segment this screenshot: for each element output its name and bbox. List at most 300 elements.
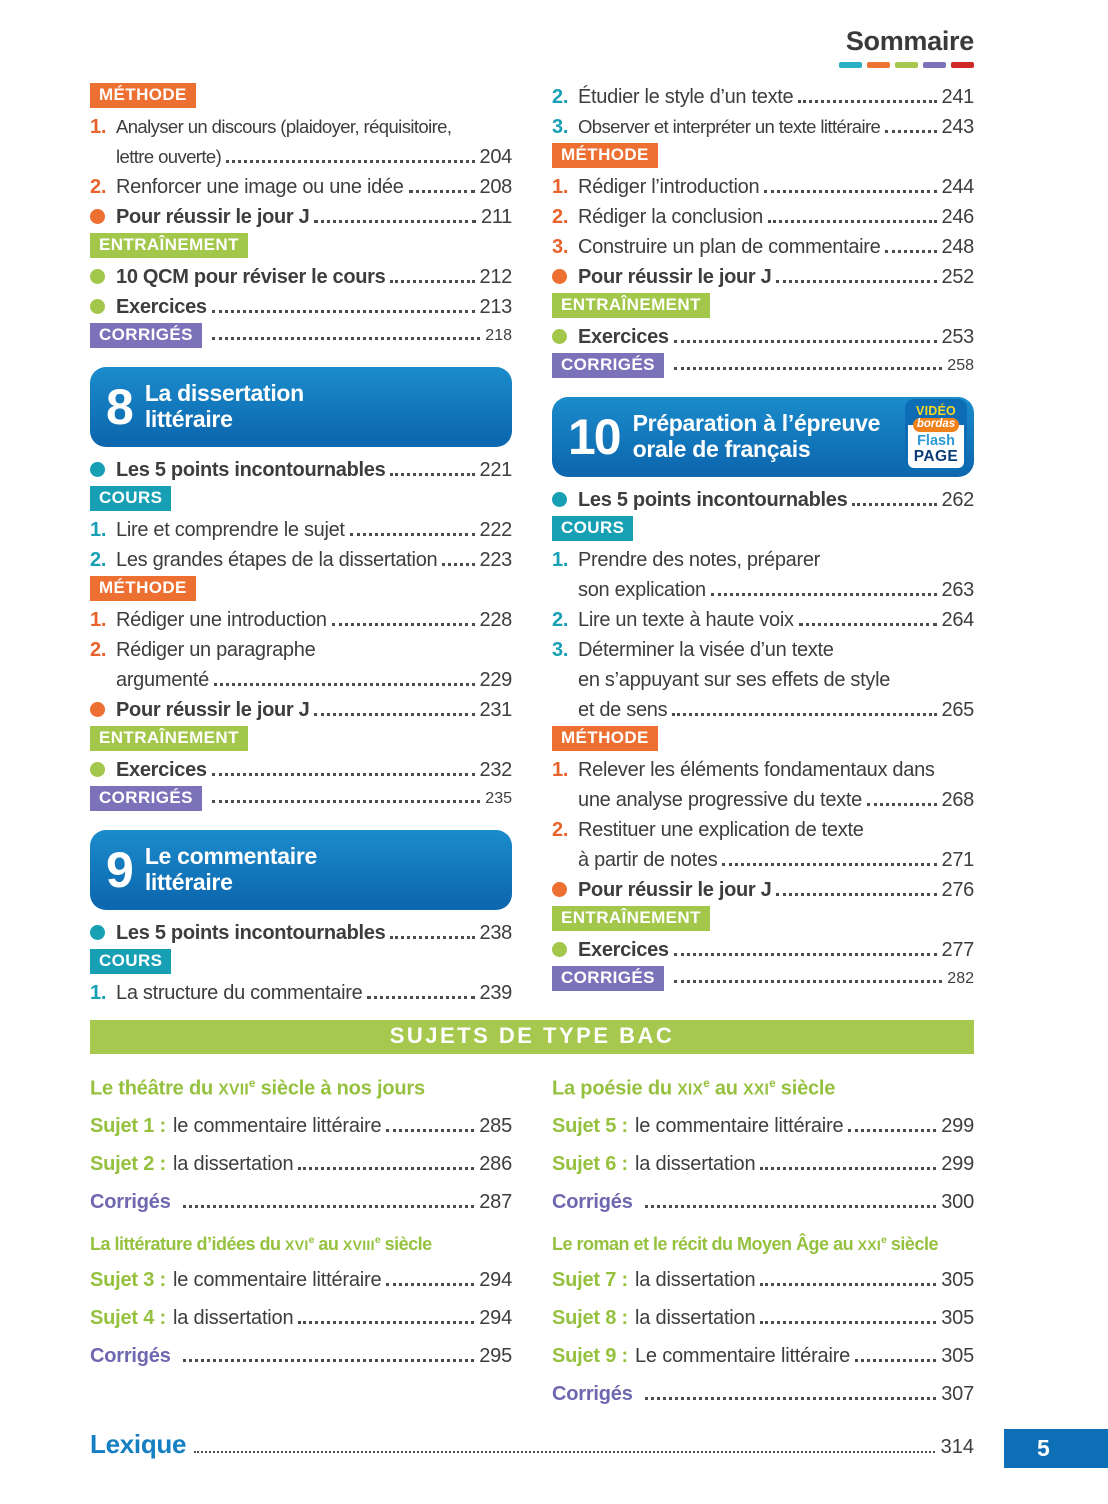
chapter-title-line: Préparation à l’épreuve bbox=[632, 410, 881, 437]
toc-entry bbox=[552, 82, 974, 112]
section-badge-entrainement: ENTRAÎNEMENT bbox=[552, 906, 710, 931]
leader-dots bbox=[386, 1129, 474, 1132]
entry-text: une analyse progressive du texte bbox=[578, 789, 862, 811]
bullet-icon bbox=[90, 762, 105, 777]
toc-entry bbox=[552, 202, 974, 232]
entry-last-line bbox=[578, 605, 974, 635]
leader-dots bbox=[214, 683, 475, 686]
entry-last-line bbox=[116, 978, 512, 1008]
toc-entry bbox=[552, 605, 974, 635]
entry-text-line: Relever les éléments fondamentaux dans bbox=[578, 759, 935, 781]
page-number: 300 bbox=[941, 1190, 974, 1213]
video-badge-page-label: PAGE bbox=[913, 448, 959, 466]
leader-dots bbox=[212, 800, 480, 803]
page-number: 211 bbox=[481, 206, 512, 228]
leader-dots bbox=[798, 100, 936, 103]
toc-entry bbox=[552, 815, 974, 875]
toc-entry bbox=[90, 202, 512, 232]
item-number: 3. bbox=[552, 116, 569, 138]
toc-entry bbox=[552, 485, 974, 515]
underline-segment bbox=[923, 62, 946, 68]
entry-text-line: Prendre des notes, préparer bbox=[578, 549, 821, 571]
entry-last-line bbox=[116, 755, 512, 785]
page-number: 305 bbox=[941, 1306, 974, 1329]
page-number: 299 bbox=[941, 1114, 974, 1137]
leader-dots bbox=[298, 1167, 474, 1170]
section-badge-row bbox=[90, 576, 512, 604]
page-content bbox=[90, 26, 974, 1460]
chapter-title-line: Le commentaire bbox=[144, 843, 318, 870]
entry-text-line: en s’appuyant sur ses effets de style bbox=[578, 669, 891, 691]
page-number: 307 bbox=[941, 1382, 974, 1405]
ordinal-superscript: e bbox=[769, 1077, 776, 1090]
entry-last-line bbox=[116, 292, 512, 322]
page-header bbox=[90, 26, 974, 68]
leader-dots bbox=[212, 337, 480, 340]
section-badge-cours: COURS bbox=[90, 486, 171, 511]
item-number: 2. bbox=[90, 549, 107, 571]
item-number: 2. bbox=[552, 819, 569, 841]
bac-row bbox=[90, 1261, 512, 1299]
ordinal-superscript: e bbox=[881, 1234, 887, 1246]
toc-entry bbox=[90, 112, 512, 172]
heading-text: au bbox=[313, 1233, 343, 1254]
entry-last-line bbox=[578, 262, 974, 292]
entry-text: Les 5 points incontournables bbox=[116, 922, 386, 944]
leader-dots bbox=[867, 803, 937, 806]
leader-dots bbox=[314, 220, 476, 223]
page-number: 228 bbox=[479, 609, 512, 631]
entry-text: Pour réussir le jour J bbox=[578, 879, 772, 901]
page-number: 243 bbox=[941, 116, 974, 138]
chapter-title bbox=[633, 411, 880, 463]
bac-row-text: la dissertation bbox=[173, 1152, 294, 1175]
chapter-card bbox=[90, 367, 512, 447]
entry-text: Renforcer une image ou une idée bbox=[116, 176, 404, 198]
lexique-label: Lexique bbox=[90, 1428, 187, 1459]
entry-text: Les 5 points incontournables bbox=[578, 489, 848, 511]
section-badge-row bbox=[90, 83, 512, 111]
entry-last-line bbox=[578, 82, 974, 112]
entry-last-line bbox=[116, 172, 512, 202]
bac-row-label: Sujet 9 : bbox=[552, 1344, 628, 1367]
page-number: 246 bbox=[941, 206, 974, 228]
bac-row-label: Sujet 1 : bbox=[90, 1114, 166, 1137]
bac-row-label: Sujet 2 : bbox=[90, 1152, 166, 1175]
bac-heading bbox=[552, 1227, 974, 1259]
page-number: 223 bbox=[479, 549, 512, 571]
bac-row-label: Sujet 6 : bbox=[552, 1152, 628, 1175]
section-badge-entrainement: ENTRAÎNEMENT bbox=[552, 293, 710, 318]
leader-dots bbox=[855, 1359, 936, 1362]
page-number: 252 bbox=[941, 266, 974, 288]
bac-row-label: Corrigés bbox=[90, 1344, 171, 1367]
video-badge-video-label: VIDÉO bbox=[908, 402, 964, 425]
entry-text-line: Restituer une explication de texte bbox=[578, 819, 864, 841]
leader-dots bbox=[226, 160, 474, 163]
bac-row bbox=[90, 1299, 512, 1337]
toc-entry bbox=[552, 112, 974, 142]
section-badge-row bbox=[552, 353, 974, 381]
entry-text: Observer et interpréter un texte littéraire bbox=[578, 116, 881, 137]
item-number: 2. bbox=[552, 206, 569, 228]
chapter-number: 9 bbox=[106, 842, 132, 898]
entry-text: 10 QCM pour réviser le cours bbox=[116, 266, 386, 288]
page-number: 265 bbox=[941, 699, 974, 721]
leader-dots bbox=[674, 980, 942, 983]
underline-segment bbox=[867, 62, 890, 68]
bac-row-text: Le commentaire littéraire bbox=[635, 1344, 851, 1367]
entry-last-line bbox=[578, 485, 974, 515]
chapter-title-line: littéraire bbox=[144, 869, 233, 895]
heading-text: siècle à nos jours bbox=[255, 1077, 425, 1100]
bac-heading bbox=[90, 1070, 512, 1105]
entry-text-line: Analyser un discours (plaidoyer, réquisitoire, bbox=[116, 116, 452, 137]
toc-entry bbox=[90, 695, 512, 725]
bullet-icon bbox=[552, 269, 567, 284]
bac-columns bbox=[90, 1064, 974, 1413]
toc-entry bbox=[90, 262, 512, 292]
leader-dots bbox=[645, 1397, 937, 1400]
leader-dots bbox=[194, 1451, 934, 1453]
section-badge-row bbox=[552, 906, 974, 934]
leader-dots bbox=[722, 863, 936, 866]
entry-text: lettre ouverte) bbox=[116, 146, 222, 167]
page-number: 294 bbox=[479, 1306, 512, 1329]
video-flashpage-badge bbox=[905, 399, 967, 471]
header-underline bbox=[839, 62, 974, 68]
entry-last-line bbox=[116, 695, 512, 725]
item-number: 1. bbox=[90, 982, 107, 1004]
leader-dots bbox=[409, 190, 475, 193]
toc-entry bbox=[90, 545, 512, 575]
leader-dots bbox=[645, 1205, 937, 1208]
page-number: 258 bbox=[947, 357, 974, 374]
bac-row-label: Corrigés bbox=[552, 1190, 633, 1213]
page-number: 244 bbox=[941, 176, 974, 198]
ordinal-superscript: e bbox=[374, 1234, 381, 1246]
entry-last-line bbox=[578, 845, 974, 875]
bac-row bbox=[90, 1107, 512, 1145]
entry-text: Pour réussir le jour J bbox=[116, 206, 310, 228]
toc-entry bbox=[552, 935, 974, 965]
section-badge-corriges: CORRIGÉS bbox=[552, 966, 664, 991]
item-number: 3. bbox=[552, 236, 569, 258]
bac-row bbox=[552, 1107, 974, 1145]
leader-dots bbox=[442, 563, 474, 566]
bac-row-text: le commentaire littéraire bbox=[635, 1114, 844, 1137]
chapter-title bbox=[145, 844, 317, 896]
leader-dots bbox=[760, 1167, 936, 1170]
leader-dots bbox=[799, 623, 937, 626]
roman-numeral: XXI bbox=[857, 1236, 882, 1253]
leader-dots bbox=[350, 533, 475, 536]
section-badge-cours: COURS bbox=[552, 516, 633, 541]
entry-text: argumenté bbox=[116, 669, 209, 691]
bullet-icon bbox=[90, 925, 105, 940]
entry-last-line bbox=[116, 455, 512, 485]
page-number: 238 bbox=[479, 922, 512, 944]
entry-text: Étudier le style d’un texte bbox=[578, 86, 794, 108]
leader-dots bbox=[776, 280, 936, 283]
bac-row-label: Sujet 3 : bbox=[90, 1268, 166, 1291]
video-badge-bordas-label: bordas bbox=[913, 418, 959, 432]
chapter-number: 10 bbox=[568, 409, 620, 465]
entry-last-line bbox=[578, 695, 974, 725]
page-number: 208 bbox=[479, 176, 512, 198]
leader-dots bbox=[848, 1129, 936, 1132]
page-number: 305 bbox=[941, 1344, 974, 1367]
page-number: 231 bbox=[479, 699, 512, 721]
leader-dots bbox=[760, 1321, 936, 1324]
entry-last-line bbox=[578, 785, 974, 815]
page-number: 222 bbox=[479, 519, 512, 541]
leader-dots bbox=[332, 623, 475, 626]
entry-text: Exercices bbox=[116, 296, 207, 318]
bac-row-text: le commentaire littéraire bbox=[173, 1114, 382, 1137]
entry-text: et de sens bbox=[578, 699, 668, 721]
leader-dots bbox=[885, 130, 936, 133]
entry-last-line bbox=[578, 202, 974, 232]
roman-numeral: XVIII bbox=[342, 1236, 375, 1253]
entry-last-line bbox=[578, 935, 974, 965]
underline-segment bbox=[951, 62, 974, 68]
bullet-icon bbox=[90, 209, 105, 224]
section-badge-methode: MÉTHODE bbox=[552, 143, 658, 168]
leader-dots bbox=[367, 996, 474, 999]
ordinal-superscript: e bbox=[308, 1234, 314, 1246]
section-badge-entrainement: ENTRAÎNEMENT bbox=[90, 726, 248, 751]
roman-numeral: XIX bbox=[677, 1081, 704, 1099]
item-number: 2. bbox=[90, 639, 107, 661]
page-number: 295 bbox=[479, 1344, 512, 1367]
entry-last-line bbox=[116, 665, 512, 695]
item-number: 1. bbox=[552, 759, 569, 781]
item-number: 1. bbox=[90, 116, 107, 138]
roman-numeral: XVI bbox=[285, 1236, 309, 1253]
bac-row-label: Corrigés bbox=[552, 1382, 633, 1405]
toc-entry bbox=[552, 875, 974, 905]
bac-row-text: la dissertation bbox=[173, 1306, 294, 1329]
leader-dots bbox=[672, 713, 936, 716]
footer-page-number: 5 bbox=[1037, 1435, 1050, 1461]
page-number: 229 bbox=[479, 669, 512, 691]
page-number: 285 bbox=[479, 1114, 512, 1137]
item-number: 2. bbox=[552, 609, 569, 631]
bac-column-left bbox=[90, 1064, 512, 1413]
section-badge-corriges: CORRIGÉS bbox=[90, 323, 202, 348]
bac-row-text: la dissertation bbox=[635, 1152, 756, 1175]
leader-dots bbox=[298, 1321, 474, 1324]
leader-dots bbox=[764, 190, 936, 193]
bac-heading bbox=[90, 1227, 512, 1259]
leader-dots bbox=[212, 310, 475, 313]
bac-banner: SUJETS DE TYPE BAC bbox=[90, 1020, 974, 1054]
page-number: 268 bbox=[941, 789, 974, 811]
entry-text: Lire et comprendre le sujet bbox=[116, 519, 345, 541]
entry-text: Les 5 points incontournables bbox=[116, 459, 386, 481]
page-number: 235 bbox=[485, 790, 512, 807]
chapter-card bbox=[90, 830, 512, 910]
entry-last-line bbox=[116, 142, 512, 172]
section-badge-corriges: CORRIGÉS bbox=[90, 786, 202, 811]
section-badge-row bbox=[552, 726, 974, 754]
page-number: 204 bbox=[479, 146, 512, 168]
page-number: 299 bbox=[941, 1152, 974, 1175]
video-badge-flash-label: Flash bbox=[917, 433, 955, 449]
entry-text: Exercices bbox=[578, 939, 669, 961]
heading-text: siècle bbox=[775, 1077, 836, 1100]
toc-entry bbox=[552, 322, 974, 352]
entry-text: Rédiger une introduction bbox=[116, 609, 327, 631]
bullet-icon bbox=[552, 882, 567, 897]
lexique-row bbox=[90, 1429, 974, 1460]
bac-row bbox=[552, 1375, 974, 1413]
leader-dots bbox=[776, 893, 936, 896]
page-number: 276 bbox=[941, 879, 974, 901]
leader-dots bbox=[390, 473, 474, 476]
page-number: 305 bbox=[941, 1268, 974, 1291]
page-number: 286 bbox=[479, 1152, 512, 1175]
leader-dots bbox=[768, 220, 937, 223]
toc-entry bbox=[90, 755, 512, 785]
page-number: 212 bbox=[479, 266, 512, 288]
section-badge-row bbox=[552, 966, 974, 994]
page-number: 239 bbox=[479, 982, 512, 1004]
toc-entry bbox=[90, 605, 512, 635]
page-number: 262 bbox=[941, 489, 974, 511]
section-badge-row bbox=[90, 726, 512, 754]
heading-text: au bbox=[709, 1077, 744, 1100]
leader-dots bbox=[674, 367, 942, 370]
entry-last-line bbox=[578, 322, 974, 352]
heading-text: siècle bbox=[886, 1233, 938, 1254]
toc-entry bbox=[552, 635, 974, 725]
section-badge-row bbox=[90, 486, 512, 514]
toc-entry bbox=[90, 292, 512, 322]
entry-last-line bbox=[116, 918, 512, 948]
bullet-icon bbox=[552, 492, 567, 507]
section-badge-corriges: CORRIGÉS bbox=[552, 353, 664, 378]
footer-page-number-box bbox=[1004, 1429, 1108, 1468]
leader-dots bbox=[390, 280, 474, 283]
item-number: 3. bbox=[552, 639, 569, 661]
bac-column-right bbox=[552, 1064, 974, 1413]
page-number: 314 bbox=[940, 1435, 974, 1458]
toc-entry bbox=[90, 635, 512, 695]
bac-row-text: la dissertation bbox=[635, 1306, 756, 1329]
page-number: 253 bbox=[941, 326, 974, 348]
page-number: 248 bbox=[941, 236, 974, 258]
bac-row bbox=[90, 1145, 512, 1183]
page-number: 282 bbox=[947, 970, 974, 987]
page-number: 232 bbox=[479, 759, 512, 781]
section-badge-row bbox=[90, 949, 512, 977]
entry-text: Construire un plan de commentaire bbox=[578, 236, 881, 258]
bac-row-label: Sujet 4 : bbox=[90, 1306, 166, 1329]
underline-segment bbox=[895, 62, 918, 68]
entry-text: Rédiger l’introduction bbox=[578, 176, 760, 198]
bac-row bbox=[552, 1145, 974, 1183]
toc-column-left bbox=[90, 82, 512, 1008]
page-number: 264 bbox=[941, 609, 974, 631]
page-number: 221 bbox=[479, 459, 512, 481]
toc-entry bbox=[90, 515, 512, 545]
toc-entry bbox=[552, 232, 974, 262]
item-number: 1. bbox=[90, 609, 107, 631]
toc-entry bbox=[90, 172, 512, 202]
bullet-icon bbox=[552, 942, 567, 957]
bullet-icon bbox=[90, 269, 105, 284]
leader-dots bbox=[390, 936, 474, 939]
leader-dots bbox=[885, 250, 936, 253]
page-title: Sommaire bbox=[845, 26, 974, 56]
section-badge-row bbox=[552, 516, 974, 544]
underline-segment bbox=[839, 62, 862, 68]
entry-text: son explication bbox=[578, 579, 706, 601]
entry-last-line bbox=[116, 262, 512, 292]
leader-dots bbox=[183, 1205, 475, 1208]
bac-row-text: la dissertation bbox=[635, 1268, 756, 1291]
toc-entry bbox=[90, 455, 512, 485]
bac-row-label: Sujet 8 : bbox=[552, 1306, 628, 1329]
section-badge-row bbox=[552, 143, 974, 171]
section-badge-row bbox=[90, 323, 512, 351]
toc-column-right bbox=[552, 82, 974, 1008]
entry-last-line bbox=[578, 172, 974, 202]
bac-row-label: Corrigés bbox=[90, 1190, 171, 1213]
leader-dots bbox=[314, 713, 474, 716]
page-number: 271 bbox=[941, 849, 974, 871]
section-badge-row bbox=[90, 786, 512, 814]
entry-last-line bbox=[578, 112, 974, 142]
entry-text: Lire un texte à haute voix bbox=[578, 609, 794, 631]
leader-dots bbox=[674, 340, 937, 343]
toc-entry bbox=[552, 545, 974, 605]
leader-dots bbox=[711, 593, 937, 596]
bullet-icon bbox=[90, 462, 105, 477]
item-number: 1. bbox=[90, 519, 107, 541]
leader-dots bbox=[386, 1283, 474, 1286]
bac-row bbox=[552, 1337, 974, 1375]
entry-text: Les grandes étapes de la dissertation bbox=[116, 549, 438, 571]
entry-last-line bbox=[116, 605, 512, 635]
toc-columns bbox=[90, 82, 974, 1008]
leader-dots bbox=[212, 773, 475, 776]
entry-text: Pour réussir le jour J bbox=[578, 266, 772, 288]
page-number: 213 bbox=[479, 296, 512, 318]
page-number: 277 bbox=[941, 939, 974, 961]
chapter-number: 8 bbox=[106, 379, 132, 435]
section-badge-entrainement: ENTRAÎNEMENT bbox=[90, 233, 248, 258]
section-badge-row bbox=[552, 293, 974, 321]
section-badge-cours: COURS bbox=[90, 949, 171, 974]
section-badge-methode: MÉTHODE bbox=[90, 576, 196, 601]
heading-text: siècle bbox=[380, 1233, 432, 1254]
entry-text: à partir de notes bbox=[578, 849, 718, 871]
section-badge-methode: MÉTHODE bbox=[90, 83, 196, 108]
ordinal-superscript: e bbox=[249, 1077, 256, 1090]
roman-numeral: XVII bbox=[218, 1081, 250, 1099]
bac-row bbox=[90, 1337, 512, 1375]
heading-text: La poésie du bbox=[552, 1077, 678, 1100]
bullet-icon bbox=[90, 702, 105, 717]
heading-text: Le théâtre du bbox=[90, 1077, 219, 1100]
leader-dots bbox=[183, 1359, 475, 1362]
bac-row bbox=[552, 1299, 974, 1337]
toc-entry bbox=[90, 918, 512, 948]
bac-row-label: Sujet 5 : bbox=[552, 1114, 628, 1137]
